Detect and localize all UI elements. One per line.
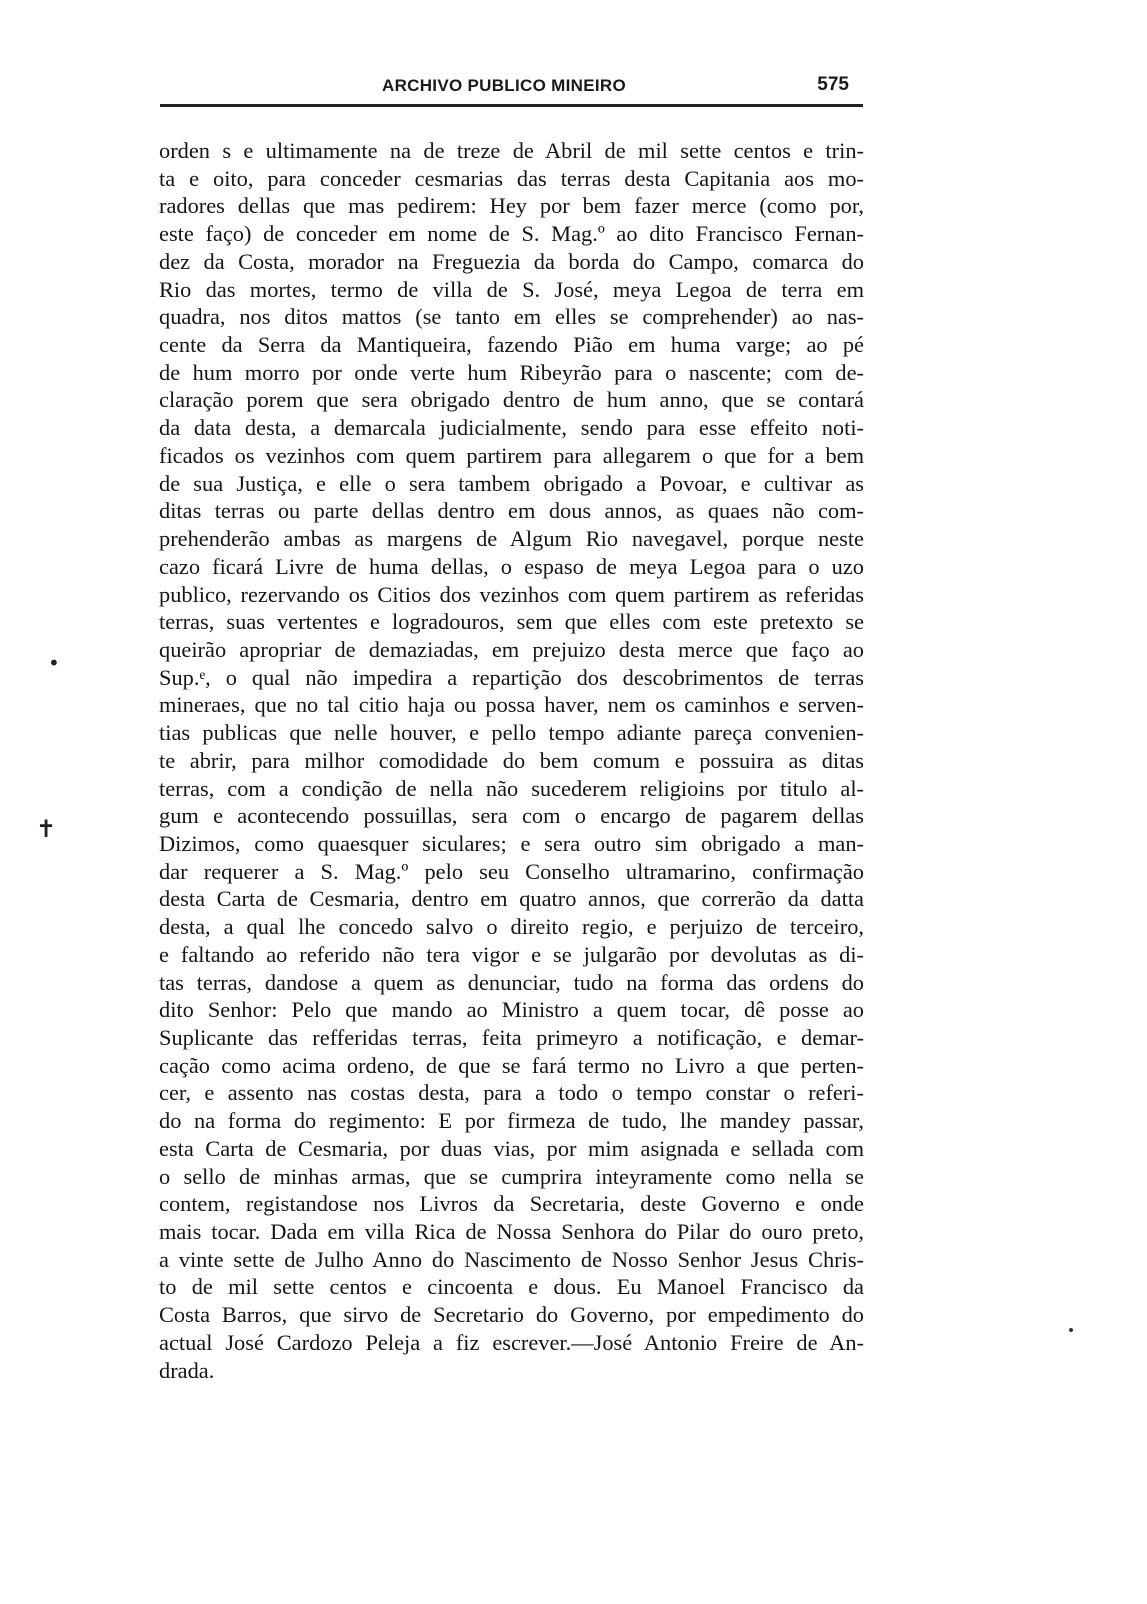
text-line: cer, e assento nas costas desta, para a todo o tempo constar o referi- — [159, 1080, 864, 1106]
text-line: prehenderão ambas as margens de Algum Rio navegavel, porque neste — [159, 526, 864, 552]
running-header — [160, 76, 863, 100]
margin-cross-mark: ✝ — [36, 815, 57, 843]
text-line: radores dellas que mas pedirem: Hey por bem fazer merce (como por, — [159, 193, 864, 219]
margin-dot-mark: • — [48, 651, 60, 675]
text-line: e faltando ao referido não tera vigor e se julgarão por devolutas as di- — [159, 941, 864, 967]
text-line: dito Senhor: Pelo que mando ao Ministro a quem tocar, dê posse ao — [159, 997, 864, 1023]
text-line: te abrir, para milhor comodidade do bem comum e possuira as ditas — [159, 747, 864, 773]
ink-speck — [1069, 1328, 1073, 1332]
text-line: desta, a qual lhe concedo salvo o direito regio, e perjuizo de terceiro, — [159, 914, 864, 940]
text-line: publico, rezervando os Citios dos vezinhos com quem partirem as referidas — [159, 581, 864, 607]
text-line: ditas terras ou parte dellas dentro em dous annos, as quaes não com- — [159, 498, 864, 524]
page-number: 575 — [817, 74, 849, 95]
text-line: actual José Cardozo Peleja a fiz escrever.—José Antonio Freire de An- — [159, 1329, 864, 1355]
text-line: Costa Barros, que sirvo de Secretario do Governo, por empedimento do — [159, 1302, 864, 1328]
text-line: queirão apropriar de demaziadas, em prejuizo desta merce que faço ao — [159, 636, 864, 662]
text-line: terras, com a condição de nella não sucederem religioins por titulo al- — [159, 775, 864, 801]
text-line: ficados os vezinhos com quem partirem para allegarem o que for a bem — [159, 442, 864, 468]
header-rule — [160, 104, 863, 107]
text-line: desta Carta de Cesmaria, dentro em quatro annos, que correrão da datta — [159, 886, 864, 912]
text-line: a vinte sette de Julho Anno do Nascimento de Nosso Senhor Jesus Chris- — [159, 1246, 864, 1272]
text-line: mineraes, que no tal citio haja ou possa haver, nem os caminhos e serven- — [159, 692, 864, 718]
text-line: de sua Justiça, e elle o sera tambem obrigado a Povoar, e cultivar as — [159, 470, 864, 496]
text-line: dez da Costa, morador na Freguezia da borda do Campo, comarca do — [159, 248, 864, 274]
text-line: tias publicas que nelle houver, e pello tempo adiante pareça convenien- — [159, 720, 864, 746]
text-line: cente da Serra da Mantiqueira, fazendo Pião em huma varge; ao pé — [159, 332, 864, 358]
running-title: ARCHIVO PUBLICO MINEIRO — [382, 76, 626, 95]
text-line: esta Carta de Cesmaria, por duas vias, por mim asignada e sellada com — [159, 1135, 864, 1161]
text-line: dar requerer a S. Mag.º pelo seu Conselho ultramarino, confirmação — [159, 858, 864, 884]
text-line: mais tocar. Dada em villa Rica de Nossa Senhora do Pilar do ouro preto, — [159, 1219, 864, 1245]
text-line: drada. — [159, 1357, 215, 1383]
text-line: de hum morro por onde verte hum Ribeyrão para o nascente; com de- — [159, 359, 864, 385]
text-line: Rio das mortes, termo de villa de S. José, meya Legoa de terra em — [159, 276, 864, 302]
text-line: terras, suas vertentes e logradouros, sem que elles com este pretexto se — [159, 609, 864, 635]
text-line: tas terras, dandose a quem as denunciar, tudo na forma das ordens do — [159, 969, 864, 995]
text-line: do na forma do regimento: E por firmeza de tudo, lhe mandey passar, — [159, 1108, 864, 1134]
text-line: o sello de minhas armas, que se cumprira inteyramente como nella se — [159, 1163, 864, 1189]
text-line: gum e acontecendo possuillas, sera com o encargo de pagarem dellas — [159, 803, 864, 829]
text-line: Sup.ᵉ, o qual não impedira a repartição dos descobrimentos de terras — [159, 664, 864, 690]
text-line: da data desta, a demarcala judicialmente, sendo para esse effeito noti- — [159, 415, 864, 441]
text-line: cazo ficará Livre de huma dellas, o espaso de meya Legoa para o uzo — [159, 553, 864, 579]
text-line: este faço) de conceder em nome de S. Mag.º ao dito Francisco Fernan- — [159, 221, 864, 247]
text-line: quadra, nos ditos mattos (se tanto em elles se comprehender) ao nas- — [159, 304, 864, 330]
text-line: claração porem que sera obrigado dentro de hum anno, que se contará — [159, 387, 864, 413]
text-line: Suplicante das refferidas terras, feita primeyro a notificação, e demar- — [159, 1025, 864, 1050]
text-line: orden s e ultimamente na de treze de Abril de mil sette centos e trin- — [159, 138, 864, 163]
text-line: cação como acima ordeno, de que se fará termo no Livro a que perten- — [159, 1052, 864, 1078]
body-text — [159, 137, 864, 1384]
text-line: contem, registandose nos Livros da Secretaria, deste Governo e onde — [159, 1191, 864, 1217]
text-line: ta e oito, para conceder cesmarias das terras desta Capitania aos mo- — [159, 165, 864, 191]
text-line: Dizimos, como quaesquer siculares; e sera outro sim obrigado a man- — [159, 830, 864, 856]
text-line: to de mil sette centos e cincoenta e dous. Eu Manoel Francisco da — [159, 1274, 864, 1300]
